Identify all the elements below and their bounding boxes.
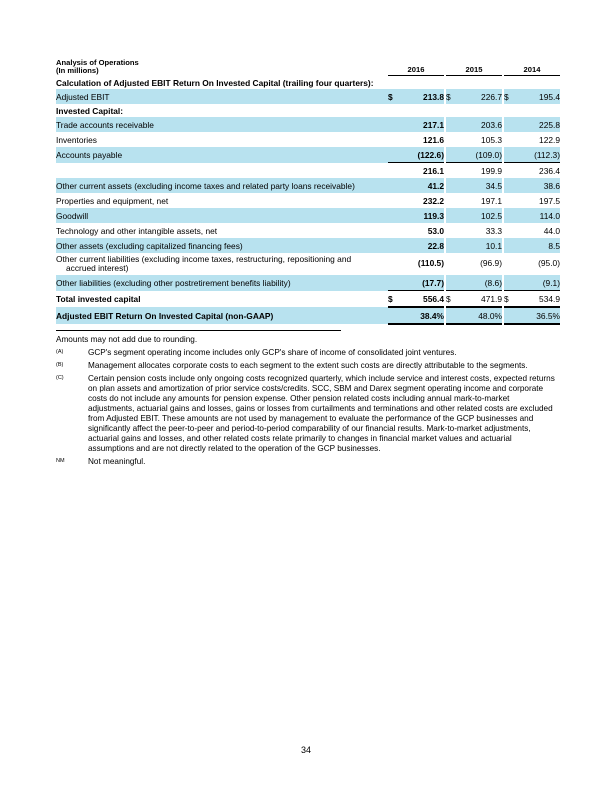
row-label: Trade accounts receivable (56, 117, 388, 132)
row-label: Other current assets (excluding income taxes and related party loans receivable) (56, 178, 388, 193)
table-title: Analysis of Operations (In millions) (56, 57, 139, 75)
value-2015: 10.1 (454, 238, 502, 253)
value-2014: 195.4 (512, 89, 560, 104)
value-2016: 119.3 (396, 208, 444, 223)
rounding-note: Amounts may not add due to rounding. (56, 335, 198, 344)
table-header-row (56, 56, 560, 76)
table-row (56, 223, 560, 238)
footnote-marker: (A) (56, 349, 64, 355)
footnote-marker: (C) (56, 375, 64, 381)
value-2015: (8.6) (454, 275, 502, 291)
roic-row (56, 307, 560, 324)
footnote-nm (56, 457, 556, 467)
subtotal-row (56, 163, 560, 179)
value-2016: 121.6 (423, 134, 444, 145)
dollar-sign: $ (504, 89, 512, 104)
year-header-2015: 2015 (446, 56, 502, 76)
row-label: Other current liabilities (excluding income taxes, restructuring, repositioning and accrued interest) (56, 253, 352, 273)
roic-table (56, 56, 560, 325)
year-header-2014: 2014 (504, 56, 560, 76)
value-2016: 53.0 (427, 225, 444, 236)
value-2014: 534.9 (512, 291, 560, 308)
footnote-text: Certain pension costs include only ongoing costs recognized quarterly, which include service and interest costs, expected returns on plan assets and amortization of prior service costs/credits. SCC, SBM and Darex segment operating income and corporate costs do not include any amounts for pension expense. Other pension related costs including annual mark-to-market adjustments, actuarial gains and losses, gains or losses from curtailments and terminations and other related costs are excluded from Adjusted EBIT. These amounts are not used by management to evaluate the performance of the GCP businesses and significantly affect the peer-to-peer and period-to-period comparability of our financial results. Mark-to-market adjustments, actuarial gains and losses, and other related costs relate primarily to changes in financial market values and actuarial assumptions and are not directly related to the operation of the GCP businesses. (88, 374, 555, 453)
table-row (56, 275, 560, 291)
value-2015: 203.6 (454, 117, 502, 132)
value-2015: 197.1 (481, 195, 502, 206)
financial-page (56, 56, 560, 470)
value-2015: (109.0) (454, 147, 502, 163)
footnote-a (56, 348, 556, 358)
value-2014: 236.4 (512, 163, 560, 179)
total-row (56, 291, 560, 308)
value-2016: 38.4% (396, 307, 444, 324)
value-2015: 199.9 (454, 163, 502, 179)
value-2014: 38.6 (512, 178, 560, 193)
value-2015: 105.3 (481, 134, 502, 145)
page-number: 34 (300, 745, 311, 755)
footnote-marker: (B) (56, 362, 64, 368)
value-2016: 217.1 (396, 117, 444, 132)
table-row (56, 147, 560, 163)
value-2014: 8.5 (512, 238, 560, 253)
table-row (56, 178, 560, 193)
value-2016: 41.2 (396, 178, 444, 193)
footnote-divider (56, 330, 341, 331)
section-title-row (56, 76, 560, 90)
invested-capital-title: Invested Capital: (56, 105, 124, 116)
value-2016: 232.2 (423, 195, 444, 206)
value-2016: 556.4 (396, 291, 444, 308)
value-2016: 216.1 (396, 163, 444, 179)
value-2016: 22.8 (396, 238, 444, 253)
value-2015: 48.0% (454, 307, 502, 324)
dollar-sign: $ (388, 291, 396, 308)
table-row (56, 117, 560, 132)
table-row (56, 132, 560, 147)
value-2015: 226.7 (454, 89, 502, 104)
value-2014: 122.9 (539, 134, 560, 145)
table-row (56, 208, 560, 223)
dollar-sign: $ (446, 89, 454, 104)
section-title: Calculation of Adjusted EBIT Return On Invested Capital (trailing four quarters): (56, 77, 374, 88)
table-row (56, 89, 560, 104)
value-2016: 213.8 (396, 89, 444, 104)
row-label: Other assets (excluding capitalized financing fees) (56, 238, 388, 253)
row-label: Adjusted EBIT (56, 89, 388, 104)
row-label (56, 163, 388, 179)
value-2014: 114.0 (512, 208, 560, 223)
value-2014: (112.3) (512, 147, 560, 163)
row-label: Goodwill (56, 208, 388, 223)
row-label: Accounts payable (56, 147, 388, 163)
value-2014: 225.8 (512, 117, 560, 132)
footnote-b (56, 361, 556, 371)
year-header-2016: 2016 (388, 56, 444, 76)
row-label: Properties and equipment, net (56, 195, 169, 206)
row-label: Inventories (56, 134, 97, 145)
row-label: Other liabilities (excluding other postretirement benefits liability) (56, 275, 388, 291)
value-2015: 102.5 (454, 208, 502, 223)
subsection-title-row (56, 104, 560, 117)
value-2016: (122.6) (396, 147, 444, 163)
value-2015: 34.5 (454, 178, 502, 193)
value-2014: 197.5 (539, 195, 560, 206)
row-label: Technology and other intangible assets, net (56, 225, 218, 236)
row-label: Adjusted EBIT Return On Invested Capital (non-GAAP) (56, 307, 388, 324)
table-row (56, 238, 560, 253)
dollar-sign: $ (388, 89, 396, 104)
table-row (56, 253, 560, 275)
value-2014: 36.5% (512, 307, 560, 324)
table-row (56, 193, 560, 208)
value-2014: 44.0 (543, 225, 560, 236)
value-2015: 471.9 (454, 291, 502, 308)
footnote-text: Management allocates corporate costs to each segment to the extent such costs are directly attributable to the segments. (88, 361, 528, 370)
footnote-marker: NM (56, 458, 65, 464)
value-2016: (17.7) (396, 275, 444, 291)
footnote-text: Not meaningful. (88, 457, 146, 466)
footnotes (56, 335, 556, 467)
footnote-c (56, 374, 556, 454)
value-2015: (96.9) (480, 258, 502, 269)
row-label: Total invested capital (56, 293, 141, 304)
value-2014: (95.0) (538, 258, 560, 269)
dollar-sign: $ (504, 291, 512, 308)
dollar-sign: $ (446, 291, 454, 308)
footnote-text: GCP's segment operating income includes only GCP's share of income of consolidated joint ventures. (88, 348, 457, 357)
value-2015: 33.3 (485, 225, 502, 236)
value-2014: (9.1) (512, 275, 560, 291)
value-2016: (110.5) (417, 258, 444, 269)
